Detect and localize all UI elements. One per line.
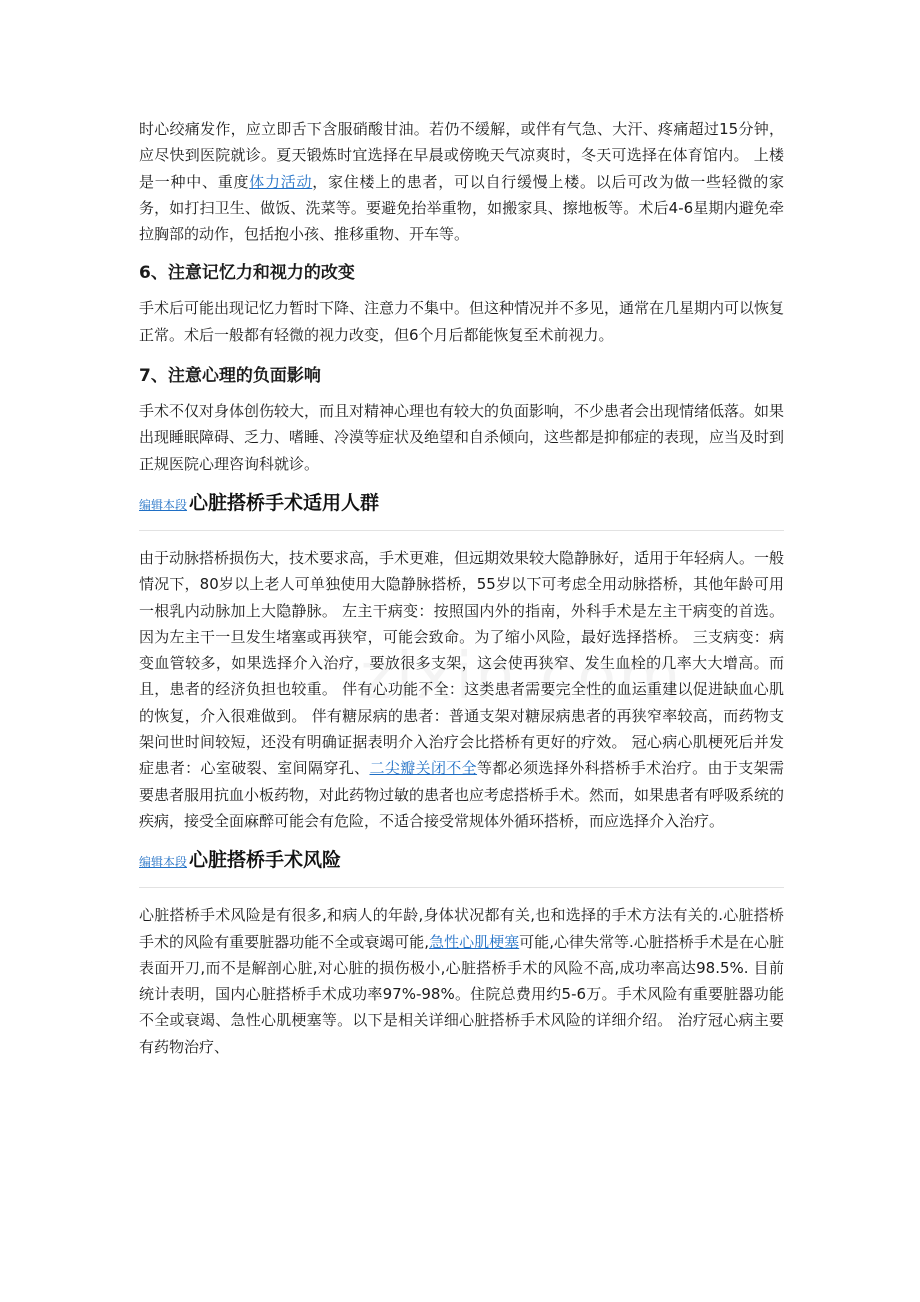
section-header — [139, 845, 784, 875]
intro-text-b: ，家住楼上的患者，可以自行缓慢上楼。以后可改为做一些轻微的家务，如打扫卫生、做饭、洗菜等。要避免抬举重物，如搬家具、擦地板等。术后4-6星期内避免牵拉胸部的动作，包括抱小孩、推移重物、开车等。 — [139, 172, 784, 244]
paragraph-psychology: 手术不仅对身体创伤较大，而且对精神心理也有较大的负面影响，不少患者会出现情绪低落。如果出现睡眠障碍、乏力、嗜睡、冷漠等症状及绝望和自杀倾向，这些都是抑郁症的表现，应当及时到正规医院心理咨询科就诊。 — [139, 402, 785, 473]
s1-text-a: 由于动脉搭桥损伤大，技术要求高，手术更难，但远期效果较大隐静脉好，适用于年轻病人。一般情况下，80岁以上老人可单独使用大隐静脉搭桥，55岁以下可考虑全用动脉搭桥，其他年龄可用一根乳内动脉加上大隐静脉。 左主干病变：按照国内外的指南，外科手术是左主干病变的首选。因为左主干一旦发生堵塞或再狭窄，可能会致命。为了缩小风险，最好选择搭桥。 三支病变：病变血管较多，如果选择介入治疗，要放很多支架，这会使再狭窄、发生血栓的几率大大增高。而且，患者的经济负担也较重。 伴有心功能不全：这类患者需要完全性的血运重建以促进缺血心肌的恢复，介入很难做到。 伴有糖尿病的患者：普通支架对糖尿病患者的再狭窄率较高，而药物支架问世时间较短，还没有明确证据表明介入治疗会比搭桥有更好的疗效。 冠心病心肌梗死后并发症患者：心室破裂、室间隔穿孔、 — [139, 548, 785, 778]
link-acute-mi[interactable]: 急性心肌梗塞 — [429, 932, 520, 951]
paragraph-surgery-risk — [139, 902, 784, 1060]
intro-text-a: 时心绞痛发作，应立即舌下含服硝酸甘油。若仍不缓解，或伴有气急、大汗、疼痛超过15分钟，应尽快到医院就诊。夏天锻炼时宜选择在早晨或傍晚天气凉爽时，冬天可选择在体育馆内。 上楼是一种中、重度 — [139, 120, 784, 191]
heading-psychology: 7、注意心理的负面影响 — [139, 366, 321, 387]
article-body — [139, 116, 784, 1060]
link-physical-activity[interactable]: 体力活动 — [249, 172, 313, 191]
section-divider — [139, 530, 784, 531]
section-surgery-risk — [139, 845, 784, 1060]
heading-memory-vision: 6、注意记忆力和视力的改变 — [139, 263, 355, 284]
section-header — [139, 488, 784, 518]
s2-text-a: 心脏搭桥手术风险是有很多,和病人的年龄,身体状况都有关,也和选择的手术方法有关的.心脏搭桥手术的风险有重要脏器功能不全或衰竭可能, — [139, 906, 784, 951]
link-mitral-insufficiency[interactable]: 二尖瓣关闭不全 — [369, 759, 478, 778]
section-title: 心脏搭桥手术适用人群 — [189, 491, 380, 514]
edit-section-link[interactable]: 编辑本段 — [139, 855, 188, 870]
intro-paragraph — [139, 116, 784, 247]
paragraph-suitable-population — [139, 545, 784, 834]
s1-text-b: 等都必须选择外科搭桥手术治疗。由于支架需要患者服用抗血小板药物，对此药物过敏的患者也应考虑搭桥手术。然而，如果患者有呼吸系统的疾病，接受全面麻醉可能会有危险，不适合接受常规体外循环搭桥，而应选择介入治疗。 — [139, 759, 785, 830]
section-suitable-population — [139, 488, 784, 834]
section-title: 心脏搭桥手术风险 — [189, 849, 342, 872]
paragraph-memory-vision: 手术后可能出现记忆力暂时下降、注意力不集中。但这种情况并不多见，通常在几星期内可以恢复正常。术后一般都有轻微的视力改变，但6个月后都能恢复至术前视力。 — [139, 299, 785, 344]
section-divider — [139, 887, 784, 888]
s2-text-b: 可能,心律失常等.心脏搭桥手术是在心脏表面开刀,而不是解剖心脏,对心脏的损伤极小,心脏搭桥手术的风险不高,成功率高达98.5%. 目前统计表明，国内心脏搭桥手术成功率97%-98%。住院总费用约5-6万。手术风险有重要脏器功能不全或衰竭、急性心肌梗塞等。以下是相关详细心脏搭桥手术风险的详细介绍。 治疗冠心病主要有药物治疗、 — [139, 932, 784, 1056]
edit-section-link[interactable]: 编辑本段 — [139, 497, 188, 512]
